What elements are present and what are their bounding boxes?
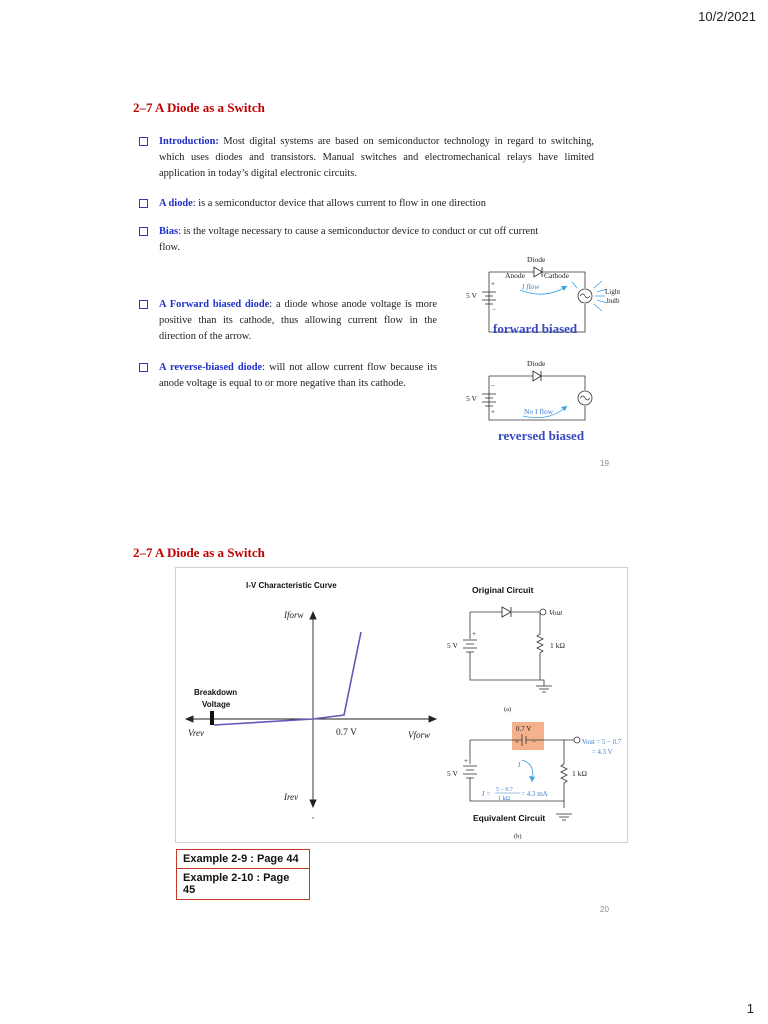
examples-box: [176, 849, 310, 900]
intro-text: Most digital systems are based on semiconductor technology in regard to switching, which uses diodes and transistors. Manual switches and electromechanical relays have limited application in today’s digital electronic circuits.: [159, 136, 594, 179]
formula-left: I =: [482, 790, 491, 798]
slide-number-20: 20: [600, 905, 609, 914]
svg-text:,: ,: [312, 811, 314, 820]
original-circuit-title: Original Circuit: [472, 585, 534, 595]
svg-text:−: −: [532, 738, 536, 746]
diode-symbol-icon: [534, 267, 542, 277]
fwd-flow-label: I flow: [522, 282, 540, 291]
slide-19-title: 2–7 A Diode as a Switch: [133, 100, 265, 115]
equiv-source-label: 5 V: [447, 769, 458, 778]
i-forw-label: Iforw: [284, 610, 304, 620]
diode-term: A diode: [159, 198, 193, 209]
reverse-term: A reverse-biased diode: [159, 362, 263, 373]
v-forw-label: Vforw: [408, 730, 431, 740]
svg-text:+: +: [472, 630, 476, 638]
svg-text:−: −: [492, 306, 496, 314]
equiv-current-label: I: [518, 761, 521, 769]
svg-text:+: +: [515, 738, 519, 746]
print-date: 10/2/2021: [698, 9, 756, 24]
bullet-box-icon: [139, 300, 148, 309]
knee-voltage-label: 0.7 V: [336, 728, 357, 738]
bullet-introduction: [139, 134, 594, 182]
svg-text:+: +: [491, 280, 495, 288]
bullet-box-icon: [139, 137, 148, 146]
orig-source-label: 5 V: [447, 641, 458, 650]
slide-20-title: 2–7 A Diode as a Switch: [133, 545, 265, 560]
orig-vout-label: Vout: [549, 608, 563, 617]
slide-number-19: 19: [600, 459, 609, 468]
diode-text: : is a semiconductor device that allows current to flow in one direction: [192, 198, 486, 209]
arrow-head-icon: [529, 776, 535, 782]
page-number: 1: [746, 1001, 754, 1016]
reverse-biased-circuit: [455, 356, 625, 428]
iv-title: I-V Characteristic Curve: [246, 581, 337, 590]
svg-text:+: +: [491, 408, 495, 416]
v-rev-label: Vrev: [188, 728, 204, 738]
svg-text:+: +: [464, 757, 468, 765]
forward-text: : a diode whose anode voltage is more positive than its cathode, thus allowing current flow in the direction of the arrow.: [159, 299, 437, 342]
equiv-resistor-label: 1 kΩ: [572, 769, 587, 778]
bulb-filament-icon: [580, 294, 590, 298]
bias-term: Bias: [159, 226, 179, 237]
diode-symbol-icon: [502, 607, 511, 617]
intro-term: Introduction:: [159, 136, 219, 147]
forward-term: A Forward biased diode: [159, 299, 270, 310]
equiv-drop-label: 0.7 V: [516, 725, 532, 733]
original-circuit: [440, 568, 624, 840]
rev-source-label: 5 V: [466, 394, 477, 403]
breakdown-label-line2: Voltage: [202, 700, 231, 709]
fwd-source-label: 5 V: [466, 291, 477, 300]
bulb-label-line2: bulb: [607, 297, 620, 305]
equiv-vout-equation: Vout = 5 − 0.7: [582, 739, 622, 746]
equiv-vout-value: = 4.3 V: [592, 749, 613, 756]
cathode-label: Cathode: [544, 271, 569, 280]
formula-right: = 4.3 mA: [521, 790, 548, 798]
iv-characteristic-curve: [176, 568, 441, 840]
fwd-diode-label: Diode: [527, 255, 546, 264]
i-rev-label: Irev: [284, 792, 299, 802]
reverse-text: : will not allow current flow because its anode voltage is equal to or more negative than its cathode.: [159, 362, 438, 389]
bulb-label-line1: Light: [605, 288, 621, 296]
example-2-10: Example 2-10 : Page 45: [176, 869, 310, 900]
formula-numerator: 5 − 0.7: [496, 787, 513, 793]
bullet-box-icon: [139, 199, 148, 208]
forward-biased-caption: forward biased: [493, 321, 578, 336]
breakdown-marker: [210, 711, 214, 725]
bullet-reverse-biased: [139, 360, 437, 392]
example-2-9: Example 2-9 : Page 44: [176, 849, 310, 869]
iv-curve-line: [214, 632, 361, 725]
formula-denominator: 1 kΩ: [498, 796, 510, 802]
bullet-diode: [139, 196, 594, 212]
bullet-box-icon: [139, 227, 148, 236]
bulb-filament-icon: [580, 396, 590, 400]
diode-symbol-icon: [533, 371, 541, 381]
bias-text: : is the voltage necessary to cause a semiconductor device to conduct or cut off current flow.: [159, 226, 539, 253]
bullet-forward-biased: [139, 297, 437, 345]
equiv-figure-label: (b): [514, 833, 522, 840]
equivalent-circuit-title: Equivalent Circuit: [473, 813, 546, 823]
anode-label: Anode: [505, 271, 525, 280]
orig-resistor-label: 1 kΩ: [550, 641, 565, 650]
rev-flow-label: No I flow: [524, 407, 554, 416]
reversed-biased-caption: reversed biased: [498, 428, 585, 443]
bullet-box-icon: [139, 363, 148, 372]
svg-text:−: −: [491, 382, 495, 390]
rev-diode-label: Diode: [527, 359, 546, 368]
light-rays-icon: [572, 280, 607, 311]
orig-figure-label: (a): [504, 706, 512, 713]
breakdown-label-line1: Breakdown: [194, 688, 238, 697]
